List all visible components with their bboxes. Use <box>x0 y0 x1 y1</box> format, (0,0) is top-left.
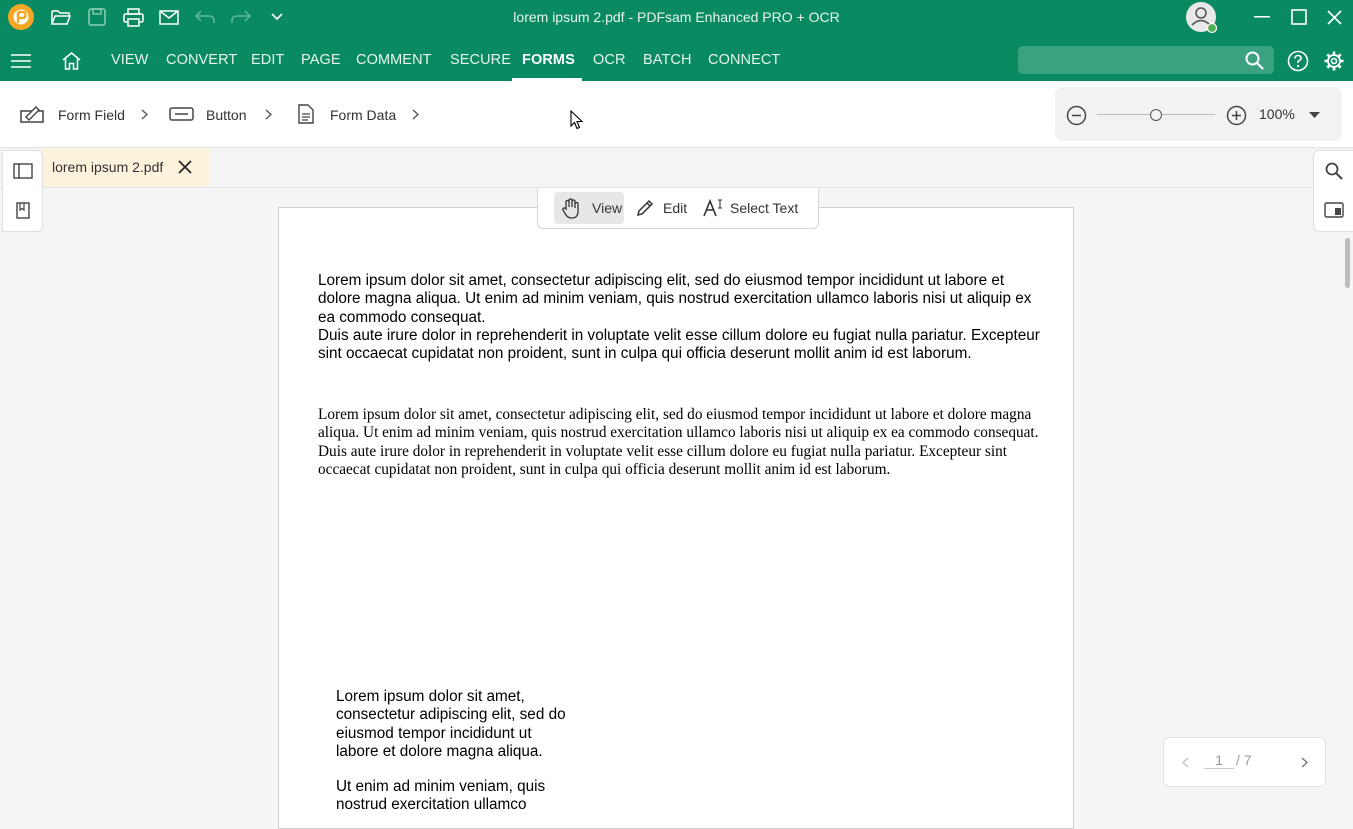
zoom-control <box>1055 87 1342 141</box>
bookmark-icon[interactable] <box>12 200 34 220</box>
find-icon[interactable] <box>1323 161 1345 181</box>
home-icon[interactable] <box>59 49 83 73</box>
next-page-icon[interactable] <box>1297 754 1311 770</box>
chevron-right-icon[interactable] <box>138 107 150 121</box>
form-field-label[interactable]: Form Field <box>58 107 125 123</box>
properties-panel-icon[interactable] <box>1323 200 1345 220</box>
button-icon[interactable] <box>168 105 194 123</box>
menu-convert[interactable]: CONVERT <box>166 52 238 68</box>
title-bar <box>0 0 1353 34</box>
print-icon[interactable] <box>121 6 145 28</box>
column-paragraph: Ut enim ad minim veniam, quis nostrud exercitation ullamco <box>336 778 546 814</box>
chevron-right-icon[interactable] <box>409 107 421 121</box>
paragraph: Lorem ipsum dolor sit amet, consectetur adipiscing elit, sed do eiusmod tempor incididunt ut labore et dolore magna aliqua. Ut enim ad minim veniam, quis nostrud exercitation ullamco laboris nisi ut aliquip ex ea commodo consequat. <box>318 272 1032 326</box>
view-mode-label[interactable]: View <box>592 200 623 216</box>
current-page-input[interactable]: 1 <box>1204 752 1234 769</box>
menu-connect[interactable]: CONNECT <box>708 52 781 68</box>
select-text-mode-button[interactable] <box>702 192 802 224</box>
maximize-icon[interactable] <box>1287 6 1311 28</box>
customize-chevron-icon[interactable] <box>266 6 288 28</box>
search-input[interactable] <box>1018 46 1274 74</box>
view-mode-toolbar <box>537 188 819 229</box>
gear-icon[interactable] <box>1322 49 1346 73</box>
hand-icon <box>560 197 582 219</box>
column-paragraph: Lorem ipsum dolor sit amet, consectetur adipiscing elit, sed do eiusmod tempor incididunt ut labore et dolore magna aliqua. <box>336 688 566 761</box>
form-field-icon[interactable] <box>20 103 46 125</box>
menu-page[interactable]: PAGE <box>301 52 341 68</box>
close-tab-icon[interactable] <box>176 158 194 176</box>
zoom-dropdown-icon[interactable] <box>1307 109 1321 121</box>
total-pages: / 7 <box>1236 752 1252 768</box>
pdf-page <box>278 207 1074 829</box>
menu-bar <box>0 34 1353 81</box>
redo-icon[interactable] <box>229 6 253 28</box>
zoom-in-icon[interactable] <box>1225 104 1247 126</box>
mouse-cursor-icon <box>568 109 584 131</box>
email-icon[interactable] <box>157 6 181 28</box>
undo-icon[interactable] <box>193 6 217 28</box>
open-folder-icon[interactable] <box>49 6 73 28</box>
minimize-icon[interactable] <box>1250 6 1274 28</box>
menu-view[interactable]: VIEW <box>111 52 149 68</box>
sidebar-toggle-icon[interactable] <box>12 161 34 181</box>
zoom-slider-handle[interactable] <box>1150 109 1162 121</box>
zoom-level[interactable]: 100% <box>1259 106 1295 122</box>
close-window-icon[interactable] <box>1322 6 1346 28</box>
previous-page-icon[interactable] <box>1178 754 1192 770</box>
page-navigator <box>1163 737 1326 787</box>
menu-batch[interactable]: BATCH <box>643 52 692 68</box>
select-text-mode-label[interactable]: Select Text <box>730 200 799 216</box>
menu-ocr[interactable]: OCR <box>593 52 626 68</box>
menu-edit[interactable]: EDIT <box>251 52 285 68</box>
search-icon[interactable] <box>1243 49 1265 71</box>
menu-comment[interactable]: COMMENT <box>356 52 432 68</box>
button-label[interactable]: Button <box>206 107 247 123</box>
menu-secure[interactable]: SECURE <box>450 52 512 68</box>
edit-mode-button[interactable] <box>632 192 690 224</box>
save-icon[interactable] <box>86 6 108 28</box>
document-tab[interactable] <box>42 148 210 186</box>
account-avatar[interactable] <box>1184 1 1218 35</box>
forms-ribbon <box>0 81 1353 148</box>
paragraph: Duis aute irure dolor in reprehenderit in voluptate velit esse cillum dolore eu fugiat nulla pariatur. Excepteur sint occaecat cupidatat non proident, sunt in culpa qui officia deserunt mollit anim id est laborum. <box>318 327 1040 363</box>
view-mode-button[interactable] <box>554 192 624 224</box>
help-icon[interactable] <box>1286 49 1310 73</box>
vertical-scrollbar[interactable] <box>1345 238 1350 288</box>
right-side-panel <box>1313 150 1353 232</box>
form-data-icon[interactable] <box>296 103 316 125</box>
select-text-icon <box>702 198 724 218</box>
document-tab-label[interactable]: lorem ipsum 2.pdf <box>52 159 164 175</box>
zoom-out-icon[interactable] <box>1065 104 1087 126</box>
pencil-icon <box>635 198 655 218</box>
menu-forms[interactable]: FORMS <box>522 52 575 68</box>
app-logo-icon[interactable] <box>6 3 36 31</box>
hamburger-menu-icon[interactable] <box>9 50 33 72</box>
edit-mode-label[interactable]: Edit <box>663 200 688 216</box>
window-title: lorem ipsum 2.pdf - PDFsam Enhanced PRO + OCR <box>513 9 840 25</box>
paragraph: Lorem ipsum dolor sit amet, consectetur adipiscing elit, sed do eiusmod tempor incididunt ut labore et dolore magna aliqua. Ut enim ad minim veniam, quis nostrud exercitation ullamco laboris nisi ut aliquip ex ea commodo consequat. Duis aute irure dolor in reprehenderit in voluptate velit esse cillum dolore eu fugiat nulla pariatur. Excepteur sint occaecat cupidatat non proident, sunt in culpa qui officia deserunt mollit anim id est laborum. <box>318 406 1039 479</box>
left-side-panel <box>2 150 43 232</box>
chevron-right-icon[interactable] <box>262 107 274 121</box>
form-data-label[interactable]: Form Data <box>330 107 397 123</box>
document-tab-bar <box>0 148 1353 188</box>
